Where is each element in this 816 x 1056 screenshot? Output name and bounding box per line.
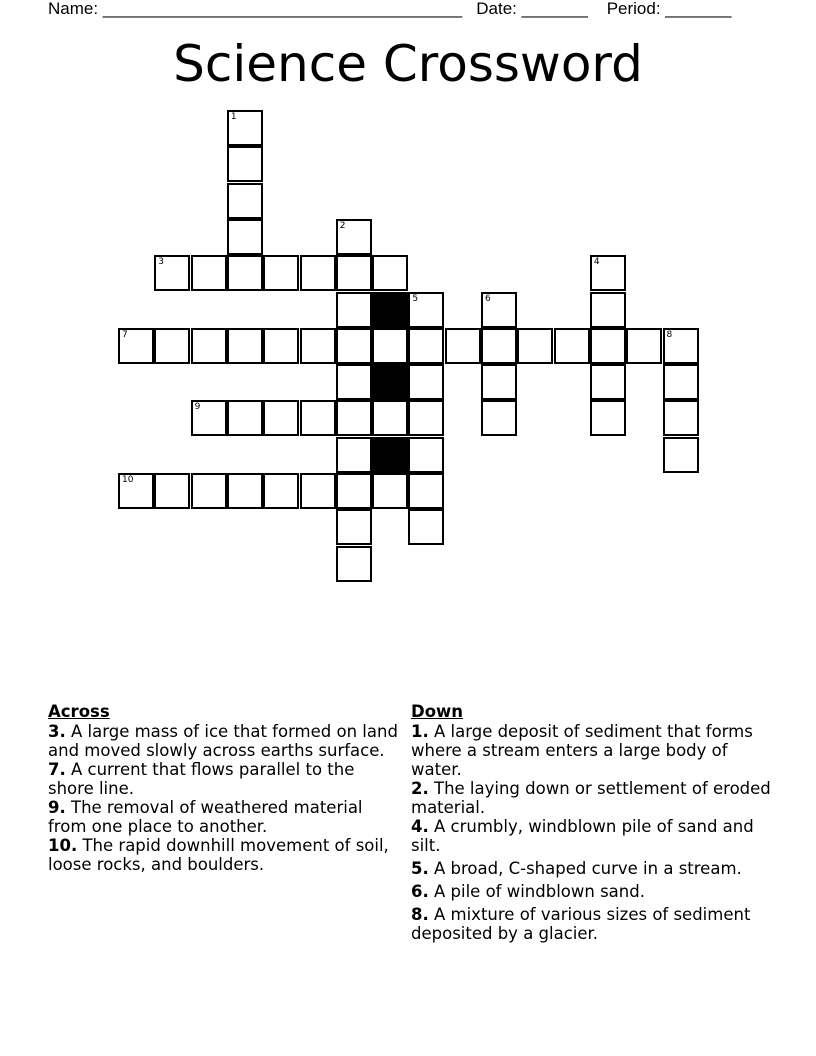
grid-cell[interactable]: [481, 328, 517, 364]
grid-cell[interactable]: [590, 292, 626, 328]
grid-cell[interactable]: [590, 328, 626, 364]
clue-down-4: 4. A crumbly, windblown pile of sand and silt.: [411, 817, 754, 855]
clue-number: 8: [666, 329, 673, 340]
name-field-label[interactable]: Name: ______________________________________: [48, 0, 463, 18]
down-heading: Down: [411, 702, 464, 721]
grid-cell[interactable]: [227, 183, 263, 219]
clue-number: 6: [485, 293, 491, 304]
grid-cell[interactable]: [663, 328, 699, 364]
down-clues: [411, 702, 771, 943]
clue-down-6: 6. A pile of windblown sand.: [411, 882, 645, 901]
grid-cell[interactable]: [154, 255, 190, 291]
grid-cell[interactable]: [336, 400, 372, 436]
grid-cell[interactable]: [336, 473, 372, 509]
black-cell: [372, 437, 408, 473]
grid-cell[interactable]: [372, 255, 408, 291]
grid-cell[interactable]: [481, 292, 517, 328]
black-cell: [372, 364, 408, 400]
clue-across-7: 7. A current that flows parallel to the shore line.: [48, 760, 355, 798]
grid-cell[interactable]: [336, 509, 372, 545]
clue-number: 2: [339, 220, 346, 231]
clue-down-8: 8. A mixture of various sizes of sediment deposited by a glacier.: [411, 905, 751, 943]
grid-cell[interactable]: [300, 255, 336, 291]
grid-cell[interactable]: [118, 473, 154, 509]
grid-cell[interactable]: [408, 400, 444, 436]
across-heading: Across: [48, 702, 110, 721]
clue-number: 10: [122, 475, 134, 485]
grid-cell[interactable]: [626, 328, 662, 364]
grid-cell[interactable]: [372, 473, 408, 509]
grid-cell[interactable]: [227, 146, 263, 182]
grid-cell[interactable]: [372, 328, 408, 364]
grid-cell[interactable]: [227, 400, 263, 436]
clue-down-2: 2. The laying down or settlement of eroded material.: [411, 779, 771, 817]
clue-across-3: 3. A large mass of ice that formed on land and moved slowly across earths surface.: [48, 722, 398, 760]
grid-cell[interactable]: [227, 110, 263, 146]
grid-cell[interactable]: [590, 364, 626, 400]
clue-number: 5: [412, 293, 419, 304]
clue-number: 9: [194, 402, 201, 413]
grid-cell[interactable]: [481, 400, 517, 436]
grid-cell[interactable]: [300, 473, 336, 509]
grid-cell[interactable]: [336, 437, 372, 473]
grid-cell[interactable]: [517, 328, 553, 364]
grid-cell[interactable]: [336, 546, 372, 582]
grid-cell[interactable]: [300, 400, 336, 436]
grid-cell[interactable]: [336, 292, 372, 328]
clue-across-9: 9. The removal of weathered material from one place to another.: [48, 798, 363, 836]
grid-cell[interactable]: [154, 473, 190, 509]
grid-cell[interactable]: [300, 328, 336, 364]
grid-cell[interactable]: [191, 473, 227, 509]
clue-down-1: 1. A large deposit of sediment that forms where a stream enters a large body of water.: [411, 722, 753, 779]
grid-cell[interactable]: [554, 328, 590, 364]
across-clues: [48, 702, 398, 874]
clue-number: 1: [230, 112, 237, 122]
grid-cell[interactable]: [227, 328, 263, 364]
grid-cell[interactable]: [590, 255, 626, 291]
grid-cell[interactable]: [372, 400, 408, 436]
grid-cell[interactable]: [263, 400, 299, 436]
grid-cell[interactable]: [336, 255, 372, 291]
grid-cell[interactable]: [663, 364, 699, 400]
grid-cell[interactable]: [590, 400, 626, 436]
grid-cell[interactable]: [663, 437, 699, 473]
grid-cell[interactable]: [481, 364, 517, 400]
period-field-label[interactable]: Period: _______: [606, 0, 732, 18]
grid-cell[interactable]: [227, 255, 263, 291]
clue-down-5: 5. A broad, C-shaped curve in a stream.: [411, 859, 742, 878]
grid-cell[interactable]: [227, 473, 263, 509]
date-field-label[interactable]: Date: _______: [476, 0, 588, 18]
black-cell: [372, 292, 408, 328]
grid-cell[interactable]: [408, 473, 444, 509]
grid-cell[interactable]: [191, 255, 227, 291]
clue-across-10: 10. The rapid downhill movement of soil, loose rocks, and boulders.: [48, 836, 389, 874]
grid-cell[interactable]: [263, 473, 299, 509]
grid-cell[interactable]: [263, 255, 299, 291]
grid-cell[interactable]: [336, 328, 372, 364]
grid-cell[interactable]: [408, 437, 444, 473]
grid-cell[interactable]: [154, 328, 190, 364]
page-title: Science Crossword: [173, 35, 643, 93]
clue-number: 7: [122, 329, 128, 340]
grid-cell[interactable]: [191, 400, 227, 436]
grid-cell[interactable]: [336, 364, 372, 400]
grid-cell[interactable]: [191, 328, 227, 364]
clue-number: 3: [158, 257, 165, 268]
grid-cell[interactable]: [336, 219, 372, 255]
grid-cell[interactable]: [408, 509, 444, 545]
clue-number: 4: [593, 257, 600, 268]
grid-cell[interactable]: [227, 219, 263, 255]
grid-cell[interactable]: [118, 328, 154, 364]
grid-cell[interactable]: [663, 400, 699, 436]
grid-cell[interactable]: [408, 292, 444, 328]
grid-cell[interactable]: [445, 328, 481, 364]
grid-cell[interactable]: [263, 328, 299, 364]
grid-cell[interactable]: [408, 328, 444, 364]
grid-cell[interactable]: [408, 364, 444, 400]
